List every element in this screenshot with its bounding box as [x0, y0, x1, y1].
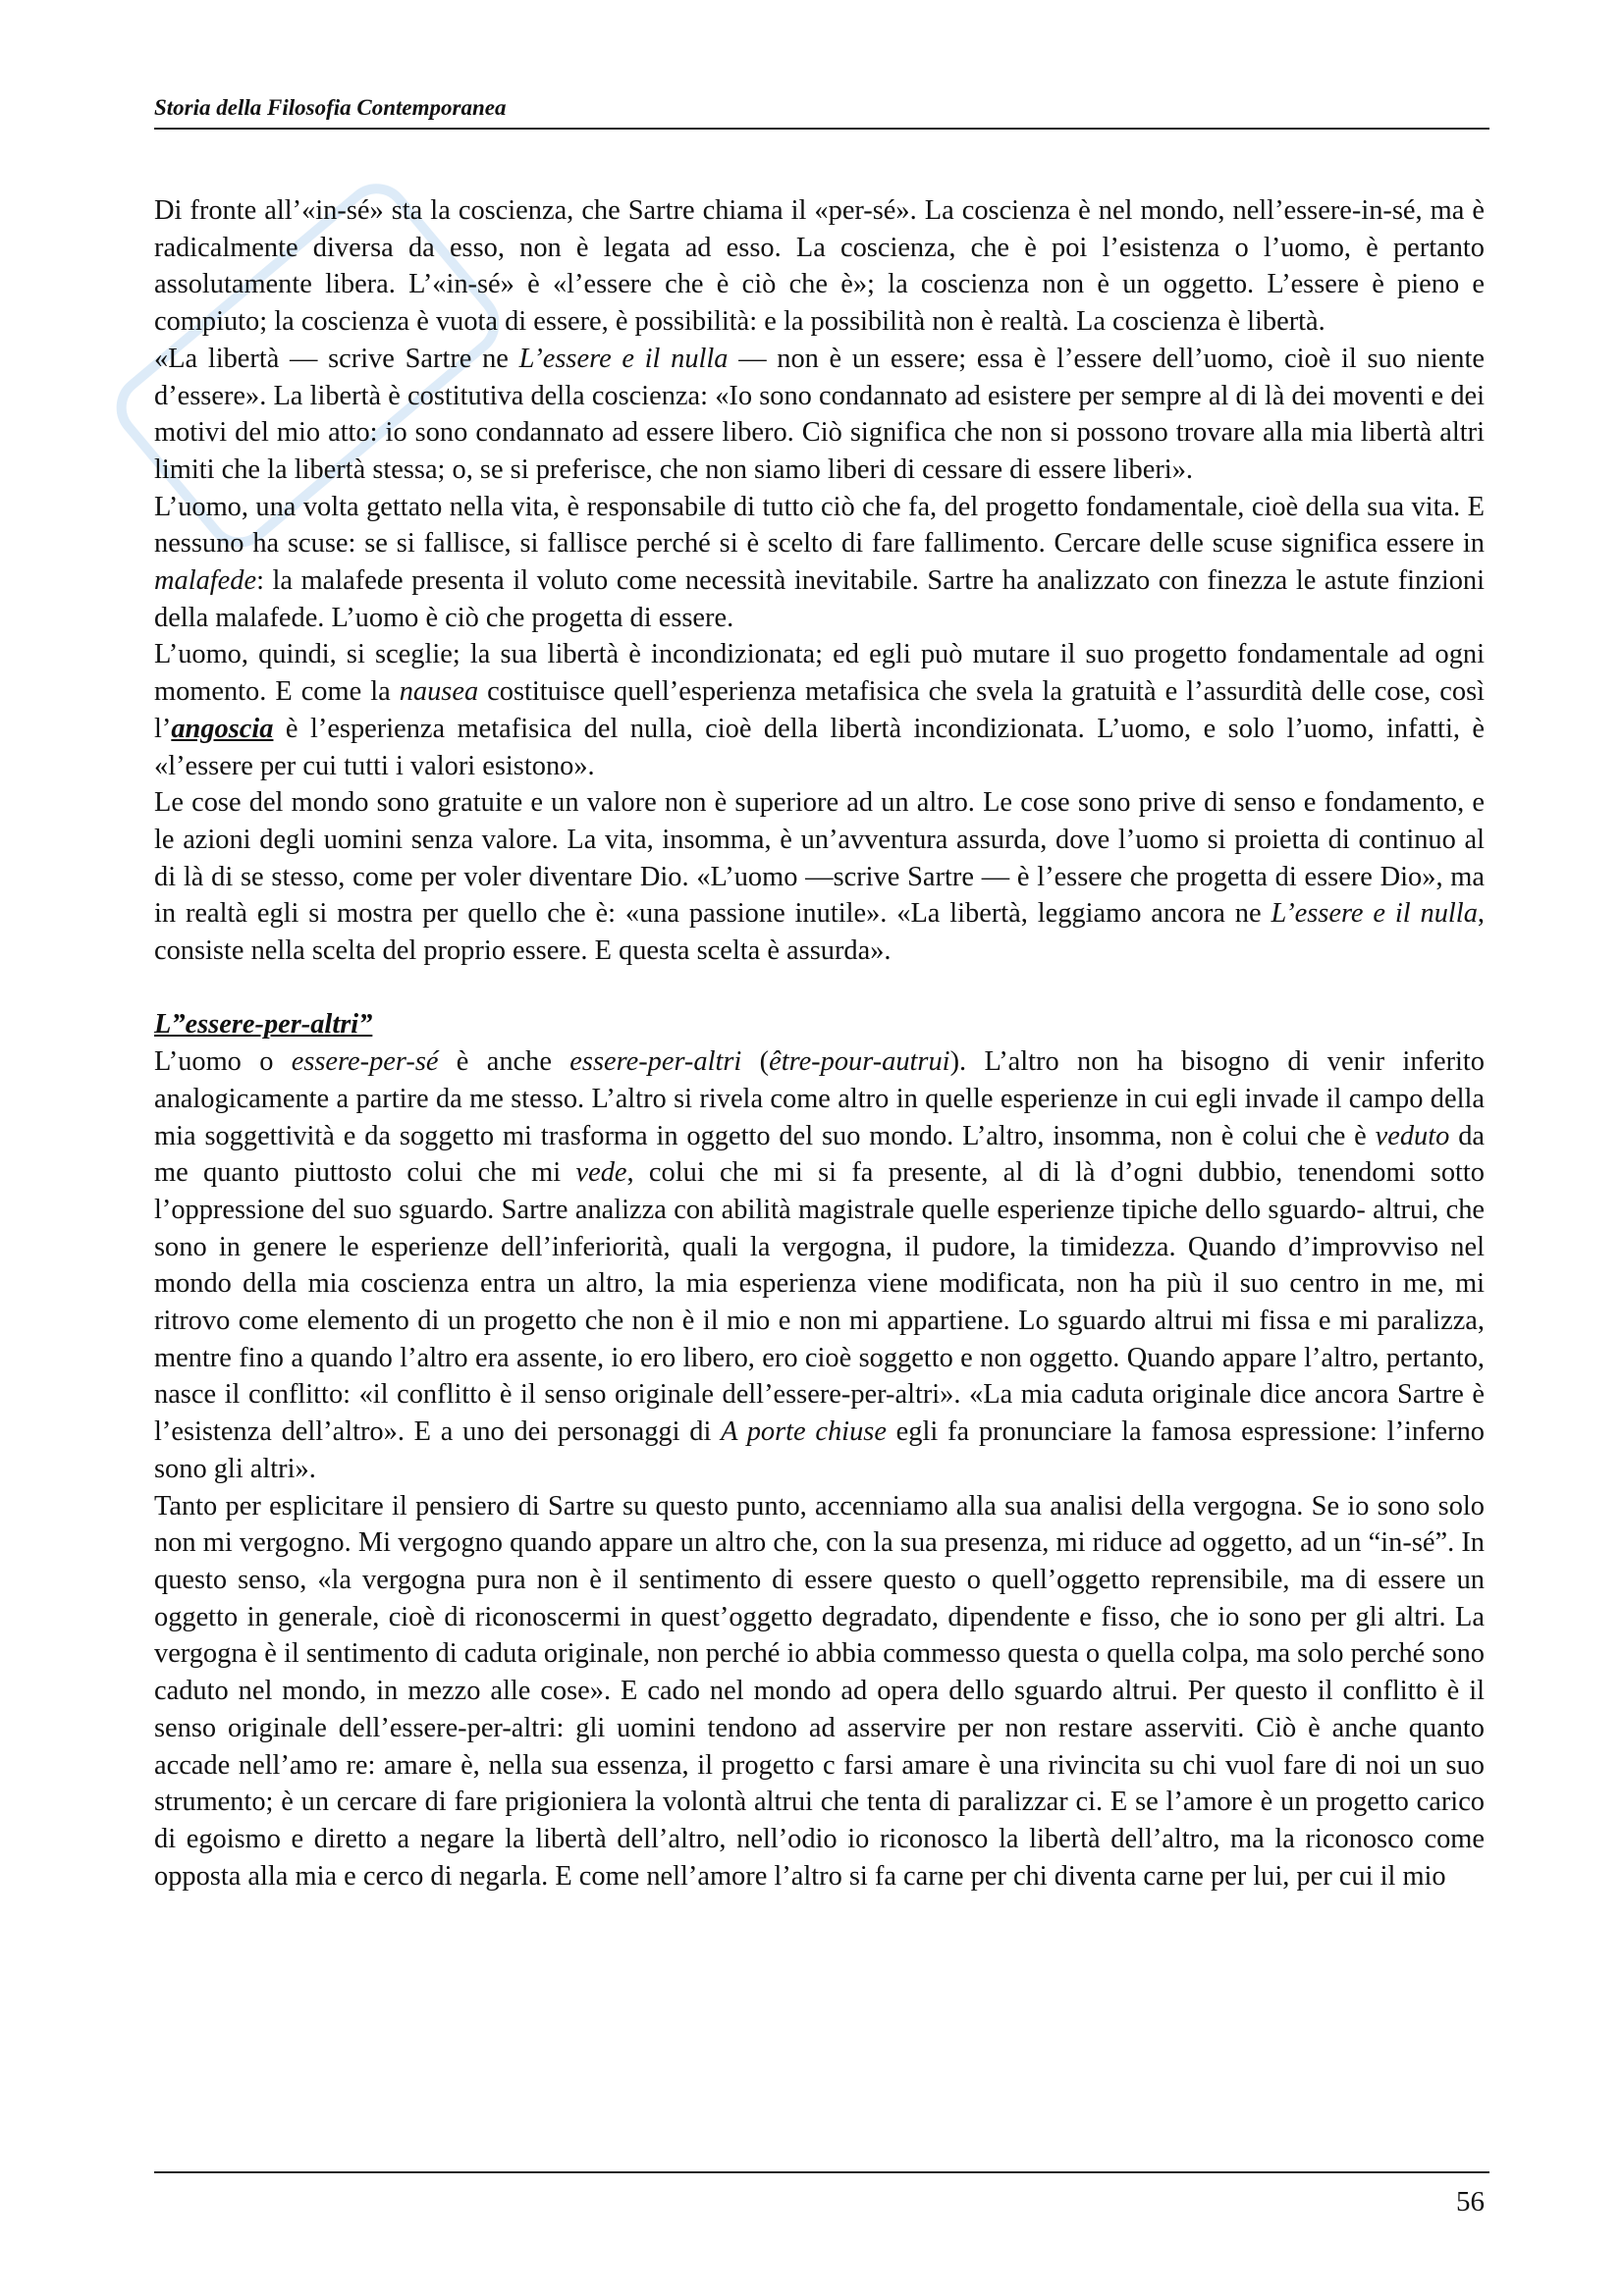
book-title: A porte chiuse [721, 1416, 887, 1448]
paragraph: Tanto per esplicitare il pensiero di Sartre su questo punto, accenniamo alla sua analisi della vergogna. Se io sono solo non mi vergogno. Mi vergogno quando appare un altro che, con la sua presenza, mi riduce ad oggetto, ad un “in-sé”. In questo senso, «la vergogna pura non è il sentimento di essere questo o quell’oggetto reprensibile, ma di essere un oggetto in generale, cioè di riconoscermi in quest’oggetto degradato, dipendente e fisso, che io sono per gli altri. La vergogna è il sentimento di caduta originale, non perché io abbia commesso questa o quella colpa, ma solo perché sono caduto nel mondo, in mezzo alle cose». E cado nel mondo ad opera dello sguardo altrui. Per questo il conflitto è il senso originale dell’essere-per-altri: gli uomini tendono ad asservire per non restare asserviti. Ciò è anche quanto accade nell’amo re: amare è, nella sua essenza, il progetto c farsi amare è una rivincita su chi vuol fare di noi un suo strumento; è un cercare di fare prigioniera la volontà altrui che tenta di paralizzar ci. E se l’amore è un progetto carico di egoismo e diretto a negare la libertà dell’altro, nell’odio io riconosco la libertà dell’altro, ma la riconosco come opposta alla mia e cerco di negarla. E come nell’amore l’altro si fa carne per chi diventa carne per lui, per cui il mio [154, 1490, 1485, 1892]
spacer [154, 970, 1485, 1007]
section-title: L”essere-per-altri” [154, 1009, 373, 1041]
paragraph: L’uomo, quindi, si sceglie; la sua libertà è incondizionata; ed egli può mutare il suo progetto fondamentale ad ogni momento. E come la nausea costituisce quell’esperienza metafisica che svela la gratuità e l’assurdità delle cose, così l’angoscia è l’esperienza metafisica del nulla, cioè della libertà incondizionata. L’uomo, e solo l’uomo, infatti, è «l’essere per cui tutti i valori esistono». [154, 639, 1486, 781]
running-header: Storia della Filosofia Contemporanea [154, 95, 507, 120]
paragraph: «La libertà — scrive Sartre ne L’essere e il nulla — non è un essere; essa è l’essere dell’uomo, cioè il suo niente d’essere». La libertà è costitutiva della coscienza: «Io sono condannato ad esistere per sempre al di là dei moventi e dei motivi del mio atto: io sono condannato ad essere libero. Ciò significa che non si possono trovare alla mia libertà altri limiti che la libertà stessa; o, se si preferisce, che non siamo liberi di cessare di essere liberi». [154, 343, 1485, 485]
paragraph: L’uomo, una volta gettato nella vita, è responsabile di tutto ciò che fa, del progetto fondamentale, cioè della sua vita. E nessuno ha scuse: se si fallisce, si fallisce perché si è scelto di fare fallimento. Cercare delle scuse significa essere in malafede: la malafede presenta il voluto come necessità inevitabile. Sartre ha analizzato con finezza le astute finzioni della malafede. L’uomo è ciò che progetta di essere. [154, 491, 1485, 633]
page-body [154, 192, 1485, 1895]
key-term: angoscia [171, 713, 274, 744]
book-title: L’essere e il nulla [518, 343, 729, 374]
paragraph: Di fronte all’«in-sé» sta la coscienza, che Sartre chiama il «per-sé». La coscienza è nel mondo, nell’essere-in-sé, ma è radicalmente diversa da esso, non è legata ad esso. La coscienza, che è poi l’esistenza o l’uomo, è pertanto assolutamente libera. L’«in-sé» è «l’essere che è ciò che è»; la coscienza non è un oggetto. L’essere è pieno e compiuto; la coscienza è vuota di essere, è possibilità: e la possibilità non è realtà. La coscienza è libertà. [154, 195, 1485, 338]
paragraph: Le cose del mondo sono gratuite e un valore non è superiore ad un altro. Le cose sono prive di senso e fondamento, e le azioni degli uomini senza valore. La vita, insomma, è un’avventura assurda, dove l’uomo si proietta di continuo al di là di se stesso, come per voler diventare Dio. «L’uomo —scrive Sartre — è l’essere che progetta di essere Dio», ma in realtà egli si mostra per quello che è: «una passione inutile». «La libertà, leggiamo ancora ne L’essere e il nulla, consiste nella scelta del proprio essere. E questa scelta è assurda». [154, 787, 1485, 967]
page-number: 56 [1456, 2186, 1485, 2217]
book-title: L’essere e il nulla [1271, 898, 1478, 930]
footer-rule [154, 2171, 1489, 2173]
emphasis: nausea [399, 676, 479, 708]
header-rule [154, 128, 1489, 130]
emphasis: malafede [154, 565, 257, 597]
paragraph: L’uomo o essere-per-sé è anche essere-per-altri (être-pour-autrui). L’altro non ha bisogno di venir inferito analogicamente a partire da me stesso. L’altro si rivela come altro in quelle esperienze in cui egli invade il campo della mia soggettività e da soggetto mi trasforma in oggetto del suo mondo. L’altro, insomma, non è colui che è veduto da me quanto piuttosto colui che mi vede, colui che mi si fa presente, al di là d’ogni dubbio, tenendomi sotto l’oppressione del suo sguardo. Sartre analizza con abilità magistrale quelle esperienze tipiche dello sguardo- altrui, che sono in genere le esperienze dell’inferiorità, quali la vergogna, il pudore, la timidezza. Quando d’improvviso nel mondo della mia coscienza entra un altro, la mia esperienza viene modificata, non ha più il suo centro in me, mi ritrovo come elemento di un progetto che non è il mio e non mi appartiene. Lo sguardo altrui mi fissa e mi paralizza, mentre fino a quando l’altro era assente, io ero libero, ero cioè soggetto e non oggetto. Quando appare l’altro, pertanto, nasce il conflitto: «il conflitto è il senso originale dell’essere-per-altri». «La mia caduta originale dice ancora Sartre è l’esistenza dell’altro». E a uno dei personaggi di A porte chiuse egli fa pronunciare la famosa espressione: l’inferno sono gli altri». [154, 1046, 1486, 1484]
